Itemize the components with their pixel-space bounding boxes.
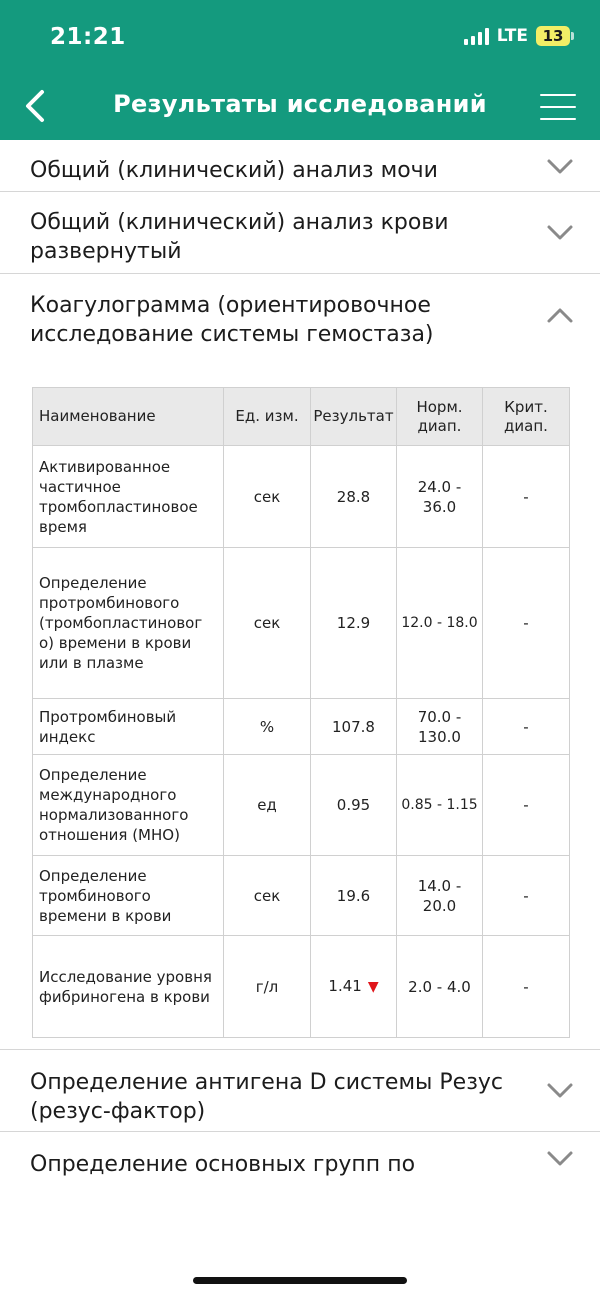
row-norm: 14.0 - 20.0 bbox=[397, 856, 483, 936]
section-urine-analysis[interactable] bbox=[0, 140, 600, 192]
row-name: Исследование уровня фибриногена в крови bbox=[33, 936, 224, 1038]
section-title: Общий (клинический) анализ крови развернутый bbox=[30, 210, 449, 264]
table-row bbox=[33, 699, 570, 755]
row-unit: г/л bbox=[224, 936, 311, 1038]
row-result: 107.8 bbox=[311, 699, 397, 755]
row-crit: - bbox=[483, 446, 570, 548]
table-row bbox=[33, 548, 570, 699]
section-blood-groups[interactable] bbox=[0, 1132, 600, 1192]
row-name: Определение международного нормализованного отношения (МНО) bbox=[33, 755, 224, 856]
row-name: Определение тромбинового времени в крови bbox=[33, 856, 224, 936]
table-header-row bbox=[33, 388, 570, 446]
row-result: 12.9 bbox=[311, 548, 397, 699]
section-blood-analysis[interactable] bbox=[0, 192, 600, 274]
table-row bbox=[33, 856, 570, 936]
row-norm: 24.0 - 36.0 bbox=[397, 446, 483, 548]
signal-icon bbox=[464, 27, 489, 45]
header-unit: Ед. изм. bbox=[224, 388, 311, 446]
row-unit: ед bbox=[224, 755, 311, 856]
chevron-down-icon[interactable] bbox=[546, 1150, 574, 1168]
row-name: Активированное частичное тромбопластиновое время bbox=[33, 446, 224, 548]
chevron-down-icon[interactable] bbox=[546, 1082, 574, 1100]
row-unit: сек bbox=[224, 446, 311, 548]
low-value-arrow-icon: ▼ bbox=[367, 979, 379, 995]
section-title: Общий (клинический) анализ мочи bbox=[30, 158, 438, 183]
page-title: Результаты исследований bbox=[113, 90, 487, 118]
status-indicators bbox=[464, 26, 570, 46]
section-title: Определение основных групп по bbox=[30, 1152, 416, 1177]
row-norm: 2.0 - 4.0 bbox=[397, 936, 483, 1038]
row-crit: - bbox=[483, 548, 570, 699]
chevron-down-icon[interactable] bbox=[546, 158, 574, 176]
row-crit: - bbox=[483, 856, 570, 936]
row-crit: - bbox=[483, 699, 570, 755]
header-name: Наименование bbox=[33, 388, 224, 446]
header-norm: Норм. диап. bbox=[397, 388, 483, 446]
status-time: 21:21 bbox=[50, 24, 126, 50]
home-indicator[interactable] bbox=[193, 1277, 407, 1284]
row-result: 28.8 bbox=[311, 446, 397, 548]
section-title: Коагулограмма (ориентировочное исследование системы гемостаза) bbox=[30, 293, 434, 347]
network-label: LTE bbox=[496, 26, 528, 46]
section-title: Определение антигена D системы Резус (резус-фактор) bbox=[30, 1070, 504, 1124]
results-table bbox=[32, 387, 570, 1038]
header-crit: Крит. диап. bbox=[483, 388, 570, 446]
row-name: Протромбиновый индекс bbox=[33, 699, 224, 755]
hamburger-menu-icon[interactable] bbox=[540, 94, 576, 120]
row-result: 1.41 bbox=[328, 977, 362, 995]
table-row bbox=[33, 755, 570, 856]
section-rh-factor[interactable] bbox=[0, 1050, 600, 1132]
row-unit: сек bbox=[224, 548, 311, 699]
row-unit: сек bbox=[224, 856, 311, 936]
row-unit: % bbox=[224, 699, 311, 755]
table-row bbox=[33, 936, 570, 1038]
battery-level: 13 bbox=[542, 27, 564, 45]
chevron-up-icon[interactable] bbox=[546, 306, 574, 324]
header-result: Результат bbox=[311, 388, 397, 446]
chevron-down-icon[interactable] bbox=[546, 224, 574, 242]
row-result-cell bbox=[311, 936, 397, 1038]
battery-icon bbox=[536, 26, 570, 46]
row-result: 19.6 bbox=[311, 856, 397, 936]
row-crit: - bbox=[483, 936, 570, 1038]
row-norm: 0.85 - 1.15 bbox=[397, 755, 483, 856]
app-header bbox=[0, 0, 600, 140]
row-norm: 12.0 - 18.0 bbox=[397, 548, 483, 699]
table-row bbox=[33, 446, 570, 548]
row-result: 0.95 bbox=[311, 755, 397, 856]
row-crit: - bbox=[483, 755, 570, 856]
row-norm: 70.0 - 130.0 bbox=[397, 699, 483, 755]
row-name: Определение протромбинового (тромбопластиновог о) времени в крови или в плазме bbox=[33, 548, 224, 699]
